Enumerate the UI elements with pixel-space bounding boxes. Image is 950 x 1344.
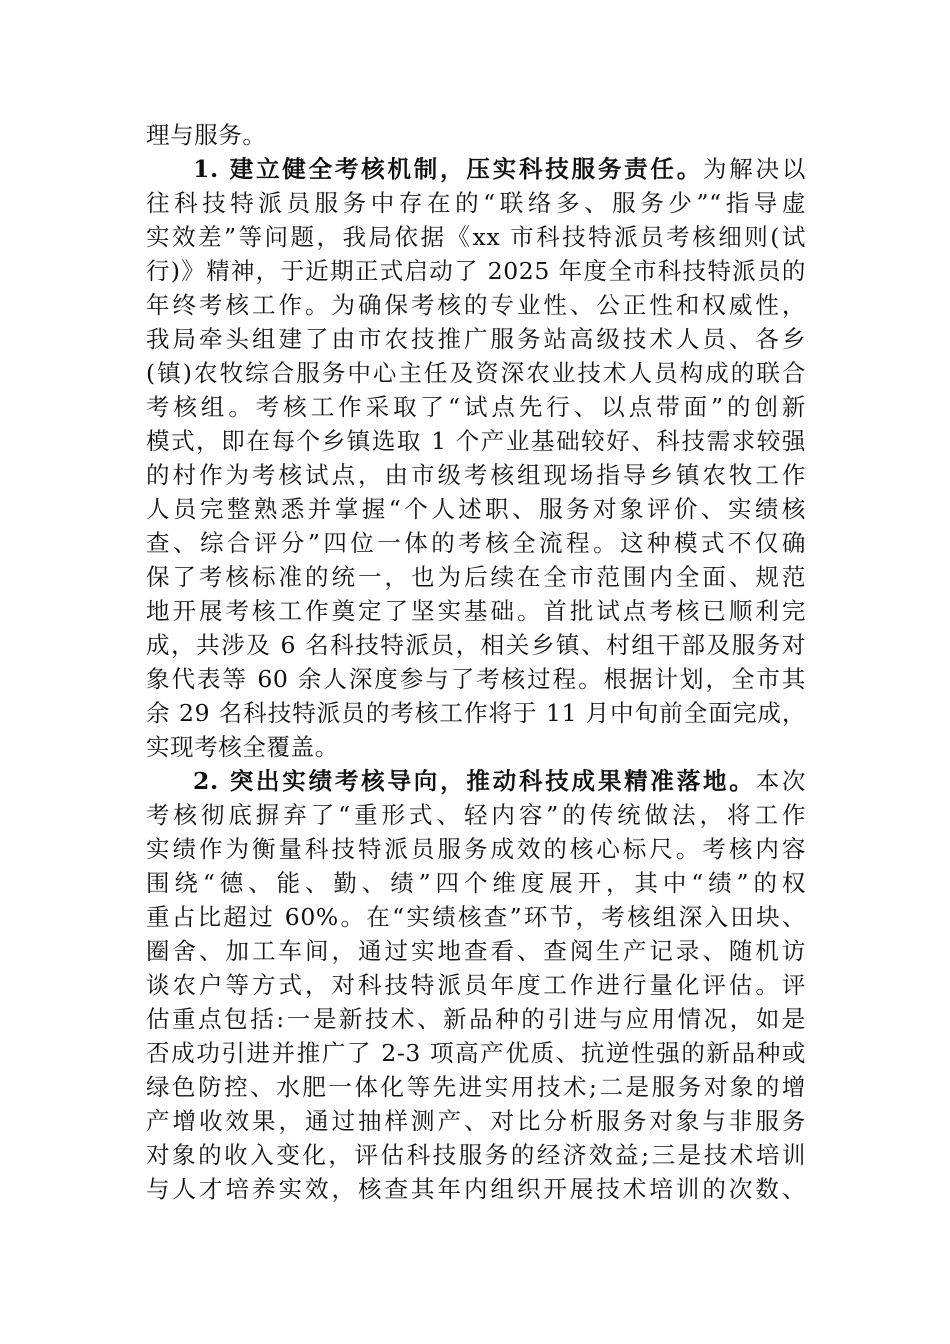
section-2-line-4: 重占比超过 60%。在“实绩核查”环节，考核组深入田块、 bbox=[146, 903, 806, 931]
section-1-line-2: 实效差”等问题，我局依据《xx 市科技特派员考核细则(试 bbox=[146, 223, 806, 251]
section-1-line-1: 往科技特派员服务中存在的“联络多、服务少”“指导虚 bbox=[146, 189, 806, 217]
section-2 bbox=[146, 764, 806, 1206]
section-2-heading: 2. 突出实绩考核导向，推动科技成果精准落地。 bbox=[193, 767, 756, 795]
section-2-line-2: 实绩作为衡量科技特派员服务成效的核心标尺。考核内容 bbox=[146, 835, 806, 863]
section-1-line-6: (镇)农牧综合服务中心主任及资深农业技术人员构成的联合 bbox=[146, 359, 806, 387]
section-2-line-0: 本次 bbox=[755, 767, 807, 795]
document-page bbox=[146, 118, 806, 1206]
section-1-line-14: 成，共涉及 6 名科技特派员，相关乡镇、村组干部及服务对 bbox=[146, 631, 806, 659]
section-1 bbox=[146, 152, 806, 764]
section-2-line-7: 估重点包括:一是新技术、新品种的引进与应用情况，如是 bbox=[146, 1005, 806, 1033]
section-1-line-11: 查、综合评分”四位一体的考核全流程。这种模式不仅确 bbox=[146, 529, 806, 557]
section-2-line-3: 围绕“德、能、勤、绩”四个维度展开，其中“绩”的权 bbox=[146, 869, 806, 897]
section-2-line-12: 与人才培养实效，核查其年内组织开展技术培训的次数、 bbox=[146, 1175, 806, 1203]
section-2-line-11: 对象的收入变化，评估科技服务的经济效益;三是技术培训 bbox=[146, 1141, 806, 1169]
section-2-line-10: 产增收效果，通过抽样测产、对比分析服务对象与非服务 bbox=[146, 1107, 806, 1135]
section-1-line-10: 人员完整熟悉并掌握“个人述职、服务对象评价、实绩核 bbox=[146, 495, 806, 523]
section-1-line-9: 的村作为考核试点，由市级考核组现场指导乡镇农牧工作 bbox=[146, 461, 806, 489]
section-1-line-15: 象代表等 60 余人深度参与了考核过程。根据计划，全市其 bbox=[146, 665, 806, 693]
section-1-line-16: 余 29 名科技特派员的考核工作将于 11 月中旬前全面完成， bbox=[146, 699, 806, 727]
section-1-line-7: 考核组。考核工作采取了“试点先行、以点带面”的创新 bbox=[146, 393, 806, 421]
section-1-line-5: 我局牵头组建了由市农技推广服务站高级技术人员、各乡 bbox=[146, 325, 806, 353]
section-1-line-12: 保了考核标准的统一，也为后续在全市范围内全面、规范 bbox=[146, 563, 806, 591]
section-1-line-4: 年终考核工作。为确保考核的专业性、公正性和权威性， bbox=[146, 291, 806, 319]
section-2-line-8: 否成功引进并推广了 2-3 项高产优质、抗逆性强的新品种或 bbox=[146, 1039, 806, 1067]
section-1-line-3: 行)》精神，于近期正式启动了 2025 年度全市科技特派员的 bbox=[146, 257, 806, 285]
section-1-first-line bbox=[146, 152, 806, 186]
section-2-first-line bbox=[146, 764, 806, 798]
section-2-line-1: 考核彻底摒弃了“重形式、轻内容”的传统做法，将工作 bbox=[146, 801, 806, 829]
section-1-line-0: 为解决以 bbox=[703, 155, 806, 183]
opening-line: 理与服务。 bbox=[146, 121, 267, 149]
section-2-line-9: 绿色防控、水肥一体化等先进实用技术;二是服务对象的增 bbox=[146, 1073, 806, 1101]
section-2-line-6: 谈农户等方式，对科技特派员年度工作进行量化评估。评 bbox=[146, 971, 806, 999]
section-1-heading: 1. 建立健全考核机制，压实科技服务责任。 bbox=[193, 155, 703, 183]
section-1-line-8: 模式，即在每个乡镇选取 1 个产业基础较好、科技需求较强 bbox=[146, 427, 806, 455]
section-1-line-17: 实现考核全覆盖。 bbox=[146, 733, 339, 761]
section-2-line-5: 圈舍、加工车间，通过实地查看、查阅生产记录、随机访 bbox=[146, 937, 806, 965]
section-1-line-13: 地开展考核工作奠定了坚实基础。首批试点考核已顺利完 bbox=[146, 597, 806, 625]
